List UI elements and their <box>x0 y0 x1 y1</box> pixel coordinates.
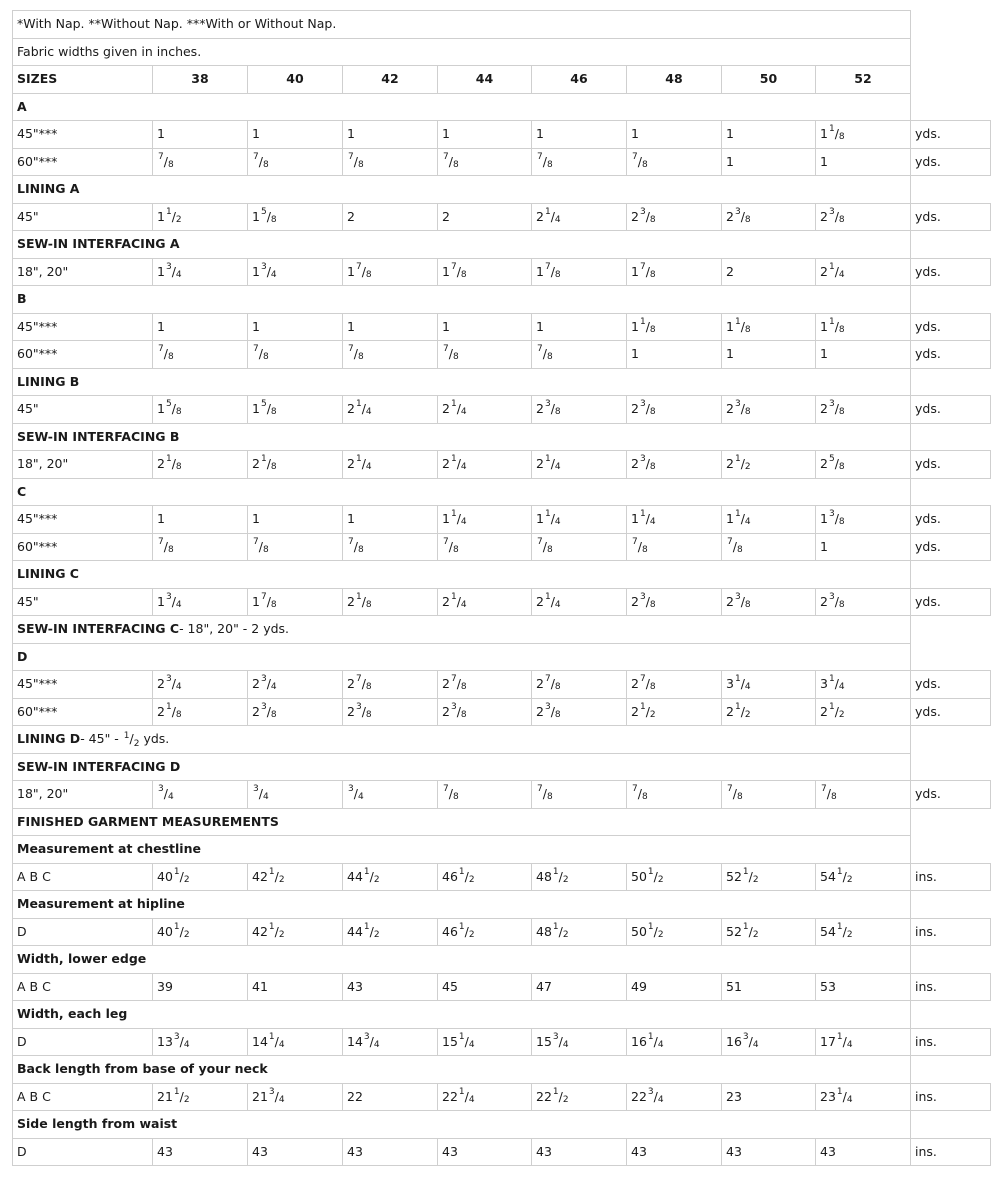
value-cell-size-38: 1 3 / 4 <box>152 258 248 286</box>
row-label: 18", 20" <box>12 450 153 479</box>
value-cell-size-42: 2 1 / 4 <box>342 395 438 424</box>
value-cell-size-46: 1 7 / 8 <box>531 258 627 286</box>
value-cell-size-42: 1 <box>342 313 438 341</box>
value-cell-size-38: 7 / 8 <box>152 533 248 561</box>
row-label: A B C <box>12 863 153 891</box>
value-cell-size-40: 2 1 / 8 <box>247 450 343 479</box>
value-cell-size-52: 1 3 / 8 <box>815 505 911 534</box>
value-cell-size-44: 1 <box>437 120 532 149</box>
value-cell-size-44: 1 <box>437 313 532 341</box>
value-cell-size-46: 2 3 / 8 <box>531 395 627 424</box>
value-cell-size-38: 2 1 / 8 <box>152 450 248 479</box>
section-heading <box>12 478 911 506</box>
value-cell-size-42: 7 / 8 <box>342 533 438 561</box>
section-heading-label: B <box>17 291 27 307</box>
value-cell-size-52: 1 <box>815 148 911 176</box>
value-cell-size-38: 1 1 / 2 <box>152 203 248 231</box>
size-header-48: 48 <box>626 65 722 94</box>
value-cell-size-46: 47 <box>531 973 627 1001</box>
unit-cell: ins. <box>910 1028 991 1056</box>
row-label: 60"*** <box>12 533 153 561</box>
unit-cell: yds. <box>910 698 991 726</box>
value-cell-size-48: 16 1 / 4 <box>626 1028 722 1056</box>
section-heading-label: Measurement at chestline <box>17 841 201 857</box>
section-heading-label: SEW-IN INTERFACING B <box>17 428 180 444</box>
row-label: 60"*** <box>12 340 153 369</box>
unit-cell: yds. <box>910 588 991 616</box>
value-cell-size-46: 7 / 8 <box>531 340 627 369</box>
row-label: 18", 20" <box>12 780 153 809</box>
size-header-44: 44 <box>437 65 532 94</box>
value-cell-size-46: 22 1 / 2 <box>531 1083 627 1111</box>
value-cell-size-46: 1 <box>531 313 627 341</box>
value-cell-size-52: 1 1 / 8 <box>815 313 911 341</box>
row-label: 45"*** <box>12 505 153 534</box>
section-heading <box>12 230 911 259</box>
section-heading-label: A <box>17 98 27 114</box>
section-heading <box>12 423 911 451</box>
value-cell-size-48: 1 1 / 8 <box>626 313 722 341</box>
value-cell-size-44: 2 <box>437 203 532 231</box>
value-cell-size-40: 3 / 4 <box>247 780 343 809</box>
value-cell-size-52: 43 <box>815 1138 911 1166</box>
size-header-40: 40 <box>247 65 343 94</box>
row-label: D <box>12 918 153 946</box>
value-cell-size-44: 2 3 / 8 <box>437 698 532 726</box>
value-cell-size-52: 2 3 / 8 <box>815 588 911 616</box>
value-cell-size-38: 1 5 / 8 <box>152 395 248 424</box>
row-label: 18", 20" <box>12 258 153 286</box>
section-heading <box>12 835 911 864</box>
value-cell-size-48: 43 <box>626 1138 722 1166</box>
value-cell-size-48: 7 / 8 <box>626 780 722 809</box>
section-heading-detail: - 18", 20" - 2 yds. <box>179 621 290 637</box>
section-heading-label: Width, lower edge <box>17 951 147 967</box>
value-cell-size-44: 46 1 / 2 <box>437 918 532 946</box>
section-heading <box>12 753 911 781</box>
value-cell-size-40: 2 3 / 4 <box>247 670 343 699</box>
section-heading <box>12 175 911 204</box>
value-cell-size-38: 43 <box>152 1138 248 1166</box>
value-cell-size-44: 45 <box>437 973 532 1001</box>
section-heading <box>12 1055 911 1084</box>
value-cell-size-40: 43 <box>247 1138 343 1166</box>
sizes-header-label: SIZES <box>12 65 153 94</box>
value-cell-size-46: 2 3 / 8 <box>531 698 627 726</box>
value-cell-size-40: 7 / 8 <box>247 533 343 561</box>
section-heading-label: SEW-IN INTERFACING C <box>17 621 180 637</box>
section-heading <box>12 725 911 754</box>
value-cell-size-46: 2 1 / 4 <box>531 588 627 616</box>
unit-cell: yds. <box>910 395 991 424</box>
unit-cell: yds. <box>910 505 991 534</box>
row-label: 60"*** <box>12 148 153 176</box>
value-cell-size-50: 2 3 / 8 <box>721 203 816 231</box>
value-cell-size-46: 2 1 / 4 <box>531 203 627 231</box>
section-heading-label: LINING B <box>17 373 80 389</box>
section-heading <box>12 643 911 671</box>
value-cell-size-44: 2 1 / 4 <box>437 395 532 424</box>
fabric-widths-note: Fabric widths given in inches. <box>12 38 911 66</box>
section-heading <box>12 1000 911 1029</box>
value-cell-size-46: 7 / 8 <box>531 780 627 809</box>
value-cell-size-40: 14 1 / 4 <box>247 1028 343 1056</box>
value-cell-size-48: 2 7 / 8 <box>626 670 722 699</box>
value-cell-size-44: 15 1 / 4 <box>437 1028 532 1056</box>
value-cell-size-50: 52 1 / 2 <box>721 863 816 891</box>
size-header-38: 38 <box>152 65 248 94</box>
value-cell-size-42: 1 <box>342 120 438 149</box>
value-cell-size-50: 1 1 / 4 <box>721 505 816 534</box>
value-cell-size-42: 1 7 / 8 <box>342 258 438 286</box>
value-cell-size-52: 2 1 / 4 <box>815 258 911 286</box>
value-cell-size-52: 17 1 / 4 <box>815 1028 911 1056</box>
value-cell-size-40: 2 3 / 8 <box>247 698 343 726</box>
value-cell-size-42: 2 1 / 8 <box>342 588 438 616</box>
section-heading <box>12 890 911 919</box>
value-cell-size-46: 7 / 8 <box>531 533 627 561</box>
section-heading <box>12 945 911 974</box>
section-heading <box>12 1110 911 1139</box>
section-heading-label: D <box>17 648 28 664</box>
value-cell-size-44: 46 1 / 2 <box>437 863 532 891</box>
row-label: D <box>12 1138 153 1166</box>
value-cell-size-50: 7 / 8 <box>721 780 816 809</box>
value-cell-size-50: 23 <box>721 1083 816 1111</box>
section-heading-label: LINING A <box>17 181 80 197</box>
value-cell-size-40: 42 1 / 2 <box>247 863 343 891</box>
value-cell-size-38: 1 <box>152 505 248 534</box>
value-cell-size-38: 7 / 8 <box>152 340 248 369</box>
section-heading-label: Width, each leg <box>17 1006 128 1022</box>
value-cell-size-46: 7 / 8 <box>531 148 627 176</box>
value-cell-size-46: 1 <box>531 120 627 149</box>
value-cell-size-44: 7 / 8 <box>437 533 532 561</box>
value-cell-size-52: 1 <box>815 533 911 561</box>
value-cell-size-40: 1 3 / 4 <box>247 258 343 286</box>
value-cell-size-52: 23 1 / 4 <box>815 1083 911 1111</box>
value-cell-size-38: 3 / 4 <box>152 780 248 809</box>
value-cell-size-42: 14 3 / 4 <box>342 1028 438 1056</box>
value-cell-size-40: 1 7 / 8 <box>247 588 343 616</box>
value-cell-size-50: 7 / 8 <box>721 533 816 561</box>
value-cell-size-52: 53 <box>815 973 911 1001</box>
value-cell-size-52: 54 1 / 2 <box>815 918 911 946</box>
value-cell-size-50: 1 <box>721 120 816 149</box>
section-heading <box>12 93 911 121</box>
value-cell-size-52: 2 3 / 8 <box>815 203 911 231</box>
section-heading <box>12 808 911 836</box>
value-cell-size-46: 15 3 / 4 <box>531 1028 627 1056</box>
value-cell-size-50: 3 1 / 4 <box>721 670 816 699</box>
value-cell-size-50: 52 1 / 2 <box>721 918 816 946</box>
row-label: 60"*** <box>12 698 153 726</box>
unit-cell: yds. <box>910 670 991 699</box>
value-cell-size-46: 48 1 / 2 <box>531 863 627 891</box>
section-heading-label: SEW-IN INTERFACING D <box>17 758 181 774</box>
value-cell-size-48: 7 / 8 <box>626 148 722 176</box>
value-cell-size-48: 50 1 / 2 <box>626 863 722 891</box>
section-heading-label: FINISHED GARMENT MEASUREMENTS <box>17 813 279 829</box>
value-cell-size-52: 2 3 / 8 <box>815 395 911 424</box>
unit-cell: yds. <box>910 120 991 149</box>
unit-cell: yds. <box>910 780 991 809</box>
value-cell-size-50: 1 <box>721 340 816 369</box>
value-cell-size-44: 2 1 / 4 <box>437 588 532 616</box>
row-label: A B C <box>12 1083 153 1111</box>
section-heading <box>12 560 911 589</box>
value-cell-size-48: 1 <box>626 120 722 149</box>
value-cell-size-40: 21 3 / 4 <box>247 1083 343 1111</box>
value-cell-size-42: 43 <box>342 973 438 1001</box>
row-label: A B C <box>12 973 153 1001</box>
value-cell-size-48: 2 1 / 2 <box>626 698 722 726</box>
value-cell-size-42: 2 7 / 8 <box>342 670 438 699</box>
value-cell-size-48: 2 3 / 8 <box>626 203 722 231</box>
value-cell-size-42: 2 3 / 8 <box>342 698 438 726</box>
unit-cell: ins. <box>910 918 991 946</box>
value-cell-size-52: 1 <box>815 340 911 369</box>
value-cell-size-50: 2 3 / 8 <box>721 588 816 616</box>
section-heading <box>12 615 911 644</box>
row-label: 45"*** <box>12 670 153 699</box>
value-cell-size-50: 2 1 / 2 <box>721 698 816 726</box>
section-heading-label: Back length from base of your neck <box>17 1061 268 1077</box>
value-cell-size-44: 2 7 / 8 <box>437 670 532 699</box>
unit-cell: yds. <box>910 313 991 341</box>
value-cell-size-46: 48 1 / 2 <box>531 918 627 946</box>
size-header-52: 52 <box>815 65 911 94</box>
value-cell-size-50: 1 <box>721 148 816 176</box>
row-label: 45"*** <box>12 120 153 149</box>
value-cell-size-42: 7 / 8 <box>342 340 438 369</box>
value-cell-size-40: 1 5 / 8 <box>247 203 343 231</box>
value-cell-size-42: 43 <box>342 1138 438 1166</box>
section-heading-label: Side length from waist <box>17 1116 178 1132</box>
value-cell-size-52: 7 / 8 <box>815 780 911 809</box>
row-label: 45" <box>12 588 153 616</box>
size-header-42: 42 <box>342 65 438 94</box>
unit-cell: yds. <box>910 450 991 479</box>
value-cell-size-40: 7 / 8 <box>247 148 343 176</box>
unit-cell: yds. <box>910 340 991 369</box>
section-heading <box>12 368 911 396</box>
value-cell-size-40: 41 <box>247 973 343 1001</box>
value-cell-size-40: 1 5 / 8 <box>247 395 343 424</box>
value-cell-size-50: 16 3 / 4 <box>721 1028 816 1056</box>
row-label: D <box>12 1028 153 1056</box>
value-cell-size-44: 7 / 8 <box>437 780 532 809</box>
unit-cell: yds. <box>910 148 991 176</box>
value-cell-size-52: 54 1 / 2 <box>815 863 911 891</box>
unit-cell: yds. <box>910 533 991 561</box>
value-cell-size-42: 44 1 / 2 <box>342 918 438 946</box>
value-cell-size-38: 1 3 / 4 <box>152 588 248 616</box>
value-cell-size-42: 2 1 / 4 <box>342 450 438 479</box>
value-cell-size-48: 7 / 8 <box>626 533 722 561</box>
size-header-50: 50 <box>721 65 816 94</box>
size-header-46: 46 <box>531 65 627 94</box>
value-cell-size-42: 44 1 / 2 <box>342 863 438 891</box>
value-cell-size-42: 2 <box>342 203 438 231</box>
value-cell-size-46: 1 1 / 4 <box>531 505 627 534</box>
section-heading-label: Measurement at hipline <box>17 896 185 912</box>
value-cell-size-48: 2 3 / 8 <box>626 395 722 424</box>
value-cell-size-48: 22 3 / 4 <box>626 1083 722 1111</box>
value-cell-size-46: 2 7 / 8 <box>531 670 627 699</box>
value-cell-size-52: 2 1 / 2 <box>815 698 911 726</box>
value-cell-size-48: 1 <box>626 340 722 369</box>
unit-cell: ins. <box>910 973 991 1001</box>
value-cell-size-38: 1 <box>152 120 248 149</box>
value-cell-size-50: 2 3 / 8 <box>721 395 816 424</box>
section-heading-label: LINING D <box>17 731 81 747</box>
value-cell-size-38: 40 1 / 2 <box>152 863 248 891</box>
value-cell-size-40: 7 / 8 <box>247 340 343 369</box>
value-cell-size-48: 1 1 / 4 <box>626 505 722 534</box>
value-cell-size-48: 49 <box>626 973 722 1001</box>
value-cell-size-40: 1 <box>247 505 343 534</box>
section-heading-label: C <box>17 483 27 499</box>
value-cell-size-42: 1 <box>342 505 438 534</box>
section-heading-label: LINING C <box>17 566 79 582</box>
value-cell-size-52: 1 1 / 8 <box>815 120 911 149</box>
value-cell-size-38: 1 <box>152 313 248 341</box>
value-cell-size-44: 2 1 / 4 <box>437 450 532 479</box>
value-cell-size-40: 42 1 / 2 <box>247 918 343 946</box>
value-cell-size-50: 43 <box>721 1138 816 1166</box>
value-cell-size-50: 51 <box>721 973 816 1001</box>
value-cell-size-38: 2 3 / 4 <box>152 670 248 699</box>
value-cell-size-48: 1 7 / 8 <box>626 258 722 286</box>
value-cell-size-44: 7 / 8 <box>437 340 532 369</box>
value-cell-size-40: 1 <box>247 313 343 341</box>
value-cell-size-50: 2 <box>721 258 816 286</box>
value-cell-size-42: 22 <box>342 1083 438 1111</box>
value-cell-size-42: 3 / 4 <box>342 780 438 809</box>
unit-cell: yds. <box>910 258 991 286</box>
value-cell-size-38: 2 1 / 8 <box>152 698 248 726</box>
value-cell-size-52: 2 5 / 8 <box>815 450 911 479</box>
value-cell-size-44: 1 7 / 8 <box>437 258 532 286</box>
value-cell-size-52: 3 1 / 4 <box>815 670 911 699</box>
value-cell-size-48: 2 3 / 8 <box>626 450 722 479</box>
value-cell-size-38: 7 / 8 <box>152 148 248 176</box>
value-cell-size-44: 7 / 8 <box>437 148 532 176</box>
value-cell-size-38: 21 1 / 2 <box>152 1083 248 1111</box>
value-cell-size-46: 2 1 / 4 <box>531 450 627 479</box>
unit-cell: yds. <box>910 203 991 231</box>
value-cell-size-44: 22 1 / 4 <box>437 1083 532 1111</box>
value-cell-size-42: 7 / 8 <box>342 148 438 176</box>
row-label: 45" <box>12 203 153 231</box>
value-cell-size-48: 50 1 / 2 <box>626 918 722 946</box>
value-cell-size-38: 39 <box>152 973 248 1001</box>
value-cell-size-44: 43 <box>437 1138 532 1166</box>
value-cell-size-50: 1 1 / 8 <box>721 313 816 341</box>
value-cell-size-48: 2 3 / 8 <box>626 588 722 616</box>
value-cell-size-40: 1 <box>247 120 343 149</box>
row-label: 45" <box>12 395 153 424</box>
value-cell-size-38: 40 1 / 2 <box>152 918 248 946</box>
nap-legend-note: *With Nap. **Without Nap. ***With or Without Nap. <box>12 10 911 39</box>
section-heading-detail: - 45" - $^1/_2$ yds. <box>80 731 170 749</box>
value-cell-size-44: 1 1 / 4 <box>437 505 532 534</box>
section-heading <box>12 285 911 314</box>
unit-cell: ins. <box>910 863 991 891</box>
unit-cell: ins. <box>910 1083 991 1111</box>
row-label: 45"*** <box>12 313 153 341</box>
unit-cell: ins. <box>910 1138 991 1166</box>
value-cell-size-50: 2 1 / 2 <box>721 450 816 479</box>
value-cell-size-38: 13 3 / 4 <box>152 1028 248 1056</box>
section-heading-label: SEW-IN INTERFACING A <box>17 236 180 252</box>
value-cell-size-46: 43 <box>531 1138 627 1166</box>
